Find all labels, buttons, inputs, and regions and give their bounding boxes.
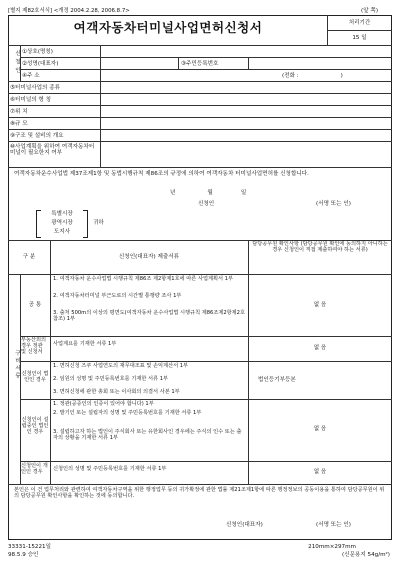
col-official-header: 담당공무원 확인사항 (담당공무원 확인에 동의하지 아니하는 경우 신청인이 직접 제출하여야 하는 서류) xyxy=(252,241,388,253)
row-founding-item-2: 2. 발기인 또는 설립자의 성명 및 주민등록번호를 기재한 서류 1부 xyxy=(53,410,202,416)
row-common-kind: 공 통 xyxy=(28,302,42,308)
row-individual-kind: 신청인이 개인인 경우 xyxy=(21,463,48,475)
declaration-sign-note: (서명 또는 인) xyxy=(316,201,351,207)
consent-signer: 신청인(대표자) xyxy=(226,522,263,528)
row-corp-item-2: 2. 임원의 성명 및 주민등록번호를 기재한 서류 1부 xyxy=(53,376,169,382)
processing-value: 15 일 xyxy=(352,35,367,41)
consent-text: 본인은 이 건 업무처리와 관련하여 여객자동차구역을 위한 행정업무 등의 귀가확정에 관한 법률 제21조제1항에 따른 행정정보의 공동이용을 통하여 담당공무원이 위의 담당공무원 확인사항을 확인하는 것에 동의합니다. xyxy=(14,487,385,499)
declaration-text: 여객자동차운수사업법 제37조제1항 및 동법시행규칙 제86조의 규정에 의하여 여객자동차 터미널사업면허를 신청합니다. xyxy=(14,171,309,177)
form-reference: [별지 제82호서식] <개정 2004.2.28, 2006.8.7> xyxy=(8,8,130,14)
docs-side-label: 구비서류 xyxy=(14,350,20,381)
terminal-name-label: ⑥터미널의 형 칭 xyxy=(10,97,51,103)
rrn-label: ③주민등록번호 xyxy=(181,61,219,67)
applicant-rep-label: ②성명(대표자) xyxy=(22,61,59,67)
declaration-signer: 신청인 xyxy=(198,201,215,207)
authority-metro: 광역시장 xyxy=(51,220,73,226)
applicant-address-label: ④주 소 xyxy=(22,73,40,79)
row-nonreal-item-1: 사업계요를 기재한 서류 1부 xyxy=(53,341,117,347)
row-corp-item-1: 1. 면허신청 즈쿠 사업연도의 재무대조표 및 손익계산서 1부 xyxy=(53,363,189,369)
phone-label: (전화 : ) xyxy=(282,73,343,79)
footer-paper-size: 210mm×297mm xyxy=(308,544,356,550)
row-nonreal-kind: 부동산외의 경우 정관 및 신청서 xyxy=(21,337,47,355)
row-common-item-2: 2. 여객자동차터미널 부근도로의 시간별 통행량 조사 1부 xyxy=(53,293,182,299)
row-common-official: 없 음 xyxy=(313,302,327,308)
processing-label: 처리기간 xyxy=(348,20,371,26)
structure-label: ⑨구조 및 설비의 개요 xyxy=(10,133,64,139)
row-nonreal-official: 없 음 xyxy=(313,345,327,351)
terminal-type-label: ⑤터미널사업의 종류 xyxy=(10,85,61,91)
footer-paper-note: (신문용지 54g/m²) xyxy=(341,552,390,558)
scale-label: ⑧규 모 xyxy=(10,121,28,127)
row-corp-official: 법인등기부등본 xyxy=(258,377,296,383)
row-corp-kind: 신청인이 법인인 경우 xyxy=(21,371,49,383)
date-line: 년 월 일 xyxy=(170,190,247,196)
authority-bracket xyxy=(36,210,88,238)
consent-sign-note: (서명 또는 인) xyxy=(316,522,351,528)
row-founding-kind: 신청인이 설립중인 법인인 경우 xyxy=(21,417,49,435)
footer-code: 33331-15221일 xyxy=(8,544,52,550)
row-founding-item-3: 3. 설립하고자 하는 법인이 주식회사 또는 유한회사인 경우에는 주식의 인수 또는 출자의 상황을 기재한 서류 1부 xyxy=(53,429,242,441)
applicant-name-label: ①상호(명칭) xyxy=(22,49,53,55)
row-common-item-3: 3. 출처 500m의 이상의 평면도(여객자동차 운수사업법 시행규칙 제86조제2항제2호 참조) 1부 xyxy=(53,310,245,322)
applicant-section-label: 신청인 xyxy=(14,50,20,76)
col-applicant-header: 신청인(대표자) 제출서류 xyxy=(118,254,180,260)
row-founding-item-1: 1. 정관(공증인의 인증이 있어야 합니다) 1부 xyxy=(53,401,154,407)
location-label: ⑦위 치 xyxy=(10,109,28,115)
necessity-label: ⑩사업계획을 위하여 여객자동차터미널이 필요한지 여부 xyxy=(10,144,95,157)
footer-date: 98.5.9 승인 xyxy=(8,552,39,558)
col-kind-header: 구 분 xyxy=(22,254,36,260)
form-title: 여객자동차터미널사업면허신청서 xyxy=(73,20,263,35)
row-common-item-1: 1. 여객자동차 운수사업법 시행규칙 제86조 제2항제1호에 따른 사업계획서 1부 xyxy=(53,276,233,282)
row-individual-item-1: 신청인의 성명 및 주민등록번호를 기재한 서류 1부 xyxy=(53,466,167,472)
page-side: (앞 쪽) xyxy=(361,8,378,14)
authority-province: 도지사 xyxy=(53,229,71,235)
row-founding-official: 없 음 xyxy=(313,426,327,432)
addressee: 귀하 xyxy=(93,220,104,226)
authority-seoul: 특별시장 xyxy=(51,211,73,217)
row-corp-item-3: 3. 면허신청에 관한 총회 또는 이사회의 의결서 사본 1부 xyxy=(53,389,180,395)
row-individual-official: 없 음 xyxy=(313,469,327,475)
